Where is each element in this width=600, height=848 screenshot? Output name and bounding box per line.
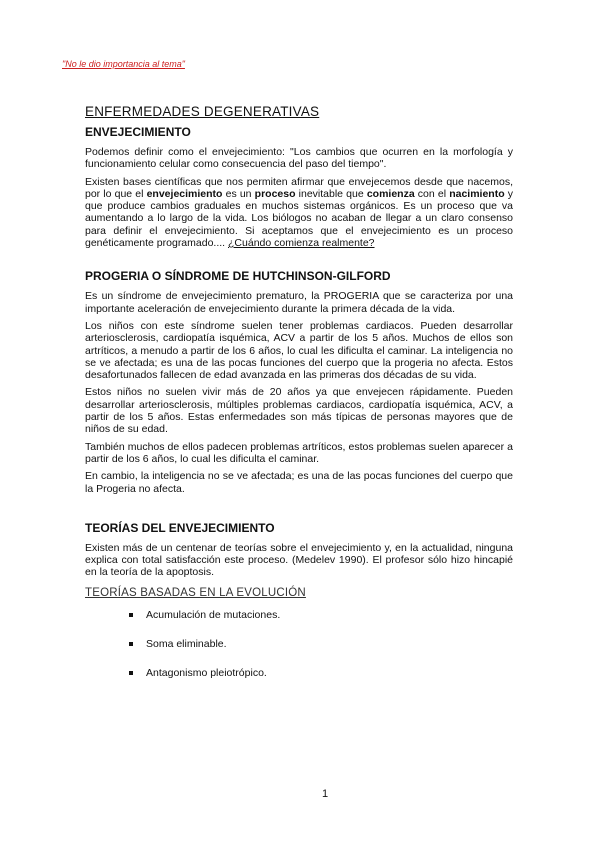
paragraph <box>85 176 513 250</box>
section-heading-teorias: TEORÍAS DEL ENVEJECIMIENTO <box>85 520 275 535</box>
paragraph: Los niños con este síndrome suelen tener problemas cardiacos. Pueden desarrollar arteriosclerosis, cardiopatía isquémica, ACV a partir de los 5 años. Muchos de ellos son artríticos, a menudo a partir de los 6 años, lo cual les dificulta el caminar. La inteligencia no se ve afectada; es una de las pocas funciones del cuerpo que la progeria no afecta. Estos desafortunados fallecen de edad avanzada en las primeras dos décadas de su vida. <box>85 319 513 382</box>
bold-term: comienza <box>366 187 415 200</box>
bold-term: envejecimiento <box>146 187 223 200</box>
section-heading-progeria: PROGERIA O SÍNDROME DE HUTCHINSON-GILFORD <box>85 269 391 284</box>
bold-term: proceso <box>254 187 296 200</box>
list-item-text: Soma eliminable. <box>146 637 227 650</box>
list-item-text: Antagonismo pleiotrópico. <box>146 666 267 679</box>
underlined-question: ¿Cuándo comienza realmente? <box>228 237 375 250</box>
text-run: con el <box>414 187 450 200</box>
list-item-text: Acumulación de mutaciones. <box>146 608 281 621</box>
square-bullet-icon <box>129 613 133 617</box>
paragraph: También muchos de ellos padecen problemas artríticos, estos problemas suelen aparecer a partir de los 6 años, lo cual les dificulta el caminar. <box>85 440 513 465</box>
text-run: es un <box>222 187 255 200</box>
handwritten-note: "No le dio importancia al tema" <box>62 59 185 69</box>
subsection-heading-evolucion: TEORÍAS BASADAS EN LA EVOLUCIÓN <box>85 586 306 599</box>
page-number: 1 <box>322 788 329 800</box>
theory-list <box>85 609 513 679</box>
section-heading-envejecimiento: ENVEJECIMIENTO <box>85 125 191 139</box>
document-body <box>85 104 513 696</box>
bold-term: nacimiento <box>449 187 505 200</box>
paragraph: Estos niños no suelen vivir más de 20 años ya que envejecen rápidamente. Pueden desarrollar arteriosclerosis, múltiples problemas cardiacos, cardiopatía isquémica, ACV, a partir de los 5 años. Estas enfermedades son más típicas de personas mayores que de niños de su edad. <box>85 386 513 436</box>
paragraph: Es un síndrome de envejecimiento prematuro, la PROGERIA que se caracteriza por una importante aceleración de envejecimiento durante la primera década de la vida. <box>85 290 513 315</box>
text-run: y que produce cambios graduales en muchos sistemas orgánicos. Es un proceso que va aumentando a lo largo de la vida. Los biólogos no acaban de llegar a un claro consenso para definir el envejecimiento. Si aceptamos que el envejecimiento es un proceso genéticamente programado.... <box>85 187 514 250</box>
paragraph: Podemos definir como el envejecimiento: "Los cambios que ocurren en la morfología y funcionamiento celular como consecuencia del paso del tiempo". <box>85 146 513 171</box>
paragraph: En cambio, la inteligencia no se ve afectada; es una de las pocas funciones del cuerpo que la Progeria no afecta. <box>85 470 513 495</box>
text-run: inevitable que <box>295 187 367 200</box>
list-item <box>129 638 513 650</box>
text-run: Existen bases científicas que nos permiten afirmar que envejecemos desde que nacemos, por lo que el <box>85 175 513 200</box>
square-bullet-icon <box>129 642 133 646</box>
page-title: ENFERMEDADES DEGENERATIVAS <box>85 104 320 119</box>
list-item <box>129 667 513 679</box>
square-bullet-icon <box>129 671 133 675</box>
list-item <box>129 609 513 621</box>
paragraph: Existen más de un centenar de teorías sobre el envejecimiento y, en la actualidad, ninguna explica con total satisfacción este proceso. (Medelev 1990). El profesor sólo hizo hincapié en la teoría de la apoptosis. <box>85 541 513 579</box>
